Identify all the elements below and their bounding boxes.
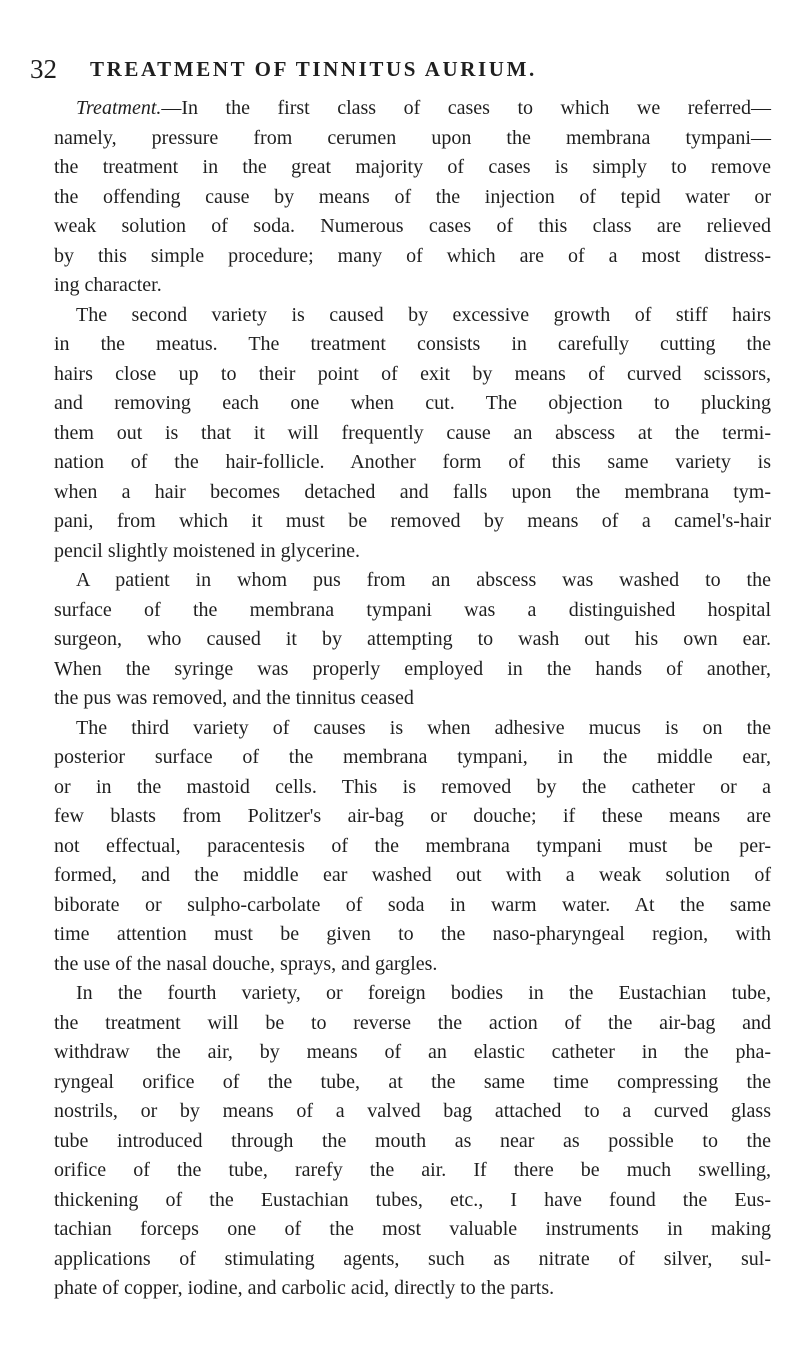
text-line: applications of stimulating agents, such as nitrate of silver, sul-	[54, 1247, 771, 1270]
text-line: orifice of the tube, rarefy the air. If there be much swelling,	[54, 1159, 771, 1181]
text-line: The second variety is caused by excessive growth of stiff hairs	[76, 303, 771, 326]
text-line: pani, from which it must be removed by means of a camel's-hair	[54, 510, 771, 532]
running-title: TREATMENT OF TINNITUS AURIUM.	[90, 57, 537, 81]
text-line: nostrils, or by means of a valved bag attached to a curved glass	[54, 1100, 771, 1122]
text-line: the pus was removed, and the tinnitus ceased	[54, 687, 414, 709]
text-line: or in the mastoid cells. This is removed by the catheter or a	[54, 775, 771, 798]
text-line: pencil slightly moistened in glycerine.	[54, 539, 361, 562]
text-line: hairs close up to their point of exit by means of curved scissors,	[54, 362, 771, 385]
page-number: 32	[30, 54, 57, 84]
text-line: tube introduced through the mouth as near as possible to the	[54, 1129, 771, 1152]
text-line: the treatment will be to reverse the action of the air-bag and	[54, 1011, 771, 1034]
text-line: few blasts from Politzer's air-bag or douche; if these means are	[54, 805, 771, 827]
text-line: The third variety of causes is when adhesive mucus is on the	[76, 716, 771, 739]
text-line: weak solution of soda. Numerous cases of this class are relieved	[54, 215, 771, 237]
text-line: and removing each one when cut. The objection to plucking	[54, 392, 771, 414]
section-lead: Treatment.	[76, 97, 162, 119]
text-line: surface of the membrana tympani was a distinguished hospital	[54, 598, 771, 621]
text-line: phate of copper, iodine, and carbolic acid, directly to the parts.	[54, 1277, 555, 1299]
paragraph-treatment	[54, 94, 771, 301]
paragraph-second-variety	[54, 301, 771, 567]
text-line: the treatment in the great majority of cases is simply to remove	[54, 156, 771, 178]
text-line: posterior surface of the membrana tympani, in the middle ear,	[54, 746, 771, 768]
paragraph-fourth-variety	[54, 979, 771, 1304]
paragraph-patient-case	[54, 566, 771, 714]
text-line: the use of the nasal douche, sprays, and gargles.	[54, 952, 438, 975]
text-line: surgeon, who caused it by attempting to wash out his own ear.	[54, 628, 771, 650]
text-line-rest: —In the first class of cases to which we referred—	[161, 97, 771, 119]
text-line: ryngeal orifice of the tube, at the same time compressing the	[54, 1070, 771, 1093]
text-line: thickening of the Eustachian tubes, etc., I have found the Eus-	[54, 1188, 771, 1211]
text-line: by this simple procedure; many of which are of a most distress-	[54, 244, 771, 267]
text-line: withdraw the air, by means of an elastic catheter in the pha-	[54, 1041, 771, 1063]
text-line	[54, 94, 771, 124]
text-line: not effectual, paracentesis of the membrana tympani must be per-	[54, 834, 771, 857]
text-line: A patient in whom pus from an abscess was washed to the	[76, 569, 771, 591]
text-line: biborate or sulpho-carbolate of soda in warm water. At the same	[54, 893, 771, 916]
text-line: when a hair becomes detached and falls upon the membrana tym-	[54, 480, 771, 503]
paragraph-third-variety	[54, 714, 771, 980]
page-header	[30, 52, 770, 86]
text-line: the offending cause by means of the injection of tepid water or	[54, 185, 771, 208]
text-line: time attention must be given to the naso-pharyngeal region, with	[54, 923, 771, 945]
text-line: When the syringe was properly employed in the hands of another,	[54, 657, 771, 680]
text-line: formed, and the middle ear washed out with a weak solution of	[54, 864, 771, 886]
text-line: nation of the hair-follicle. Another form of this same variety is	[54, 451, 771, 473]
text-line: tachian forceps one of the most valuable instruments in making	[54, 1218, 771, 1240]
text-line: in the meatus. The treatment consists in carefully cutting the	[54, 333, 771, 355]
body-text	[54, 94, 771, 1304]
text-line: ing character.	[54, 274, 162, 296]
text-line: them out is that it will frequently cause an abscess at the termi-	[54, 421, 771, 444]
text-line: In the fourth variety, or foreign bodies in the Eustachian tube,	[76, 982, 771, 1004]
text-line: namely, pressure from cerumen upon the membrana tympani—	[54, 126, 771, 149]
